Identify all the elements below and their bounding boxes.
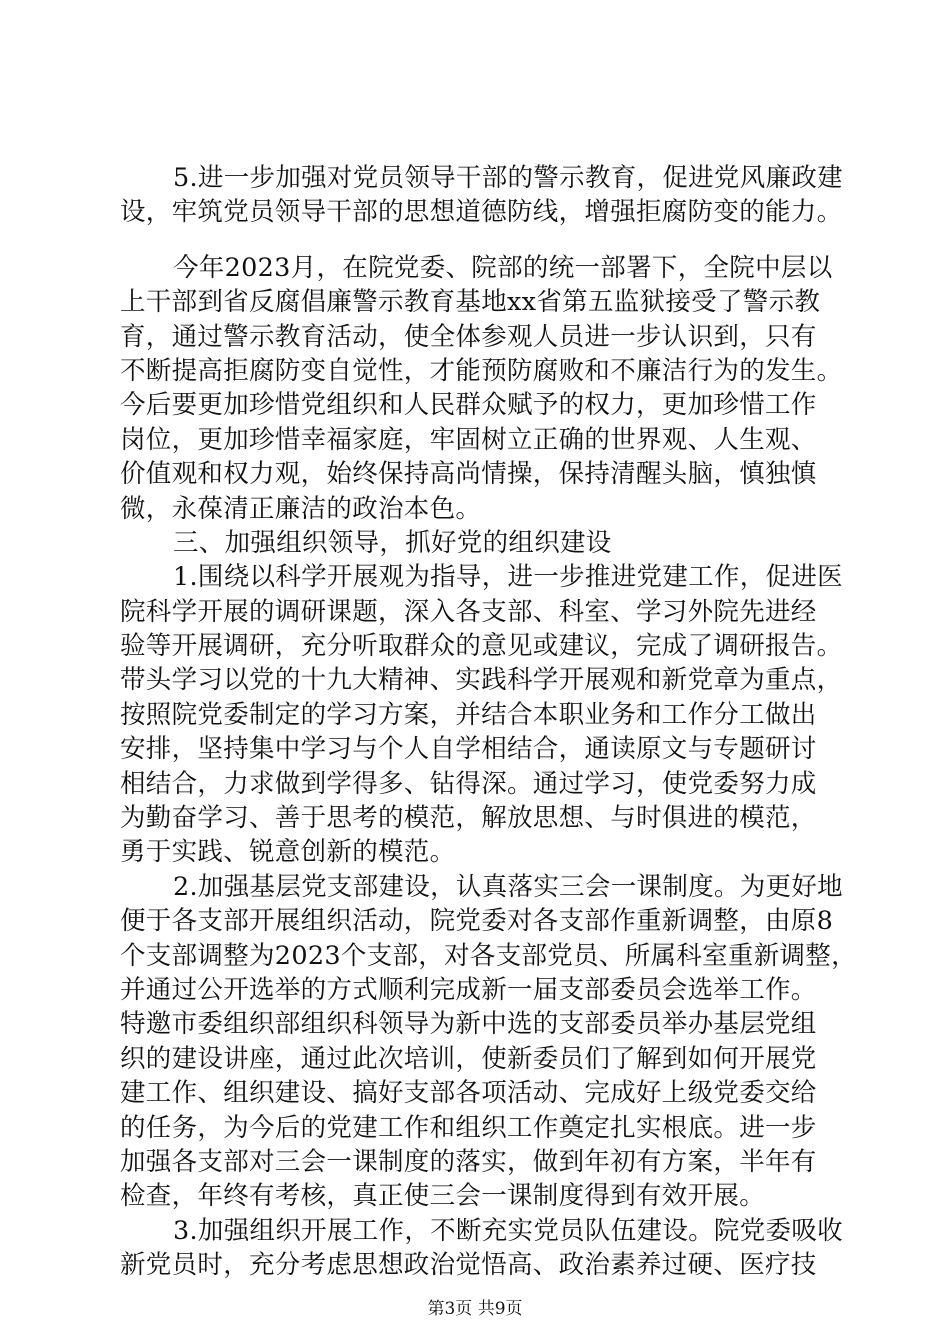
text-line: 今年2023月，在院党委、院部的统一部署下，全院中层以 — [173, 252, 833, 283]
text-line: 检查，年终有考核，真正使三会一课制度得到有效开展。 — [120, 1181, 766, 1212]
page-footer: 第3页 共9页 — [427, 1299, 523, 1319]
text-line: 建工作、组织建设、搞好支部各项活动、完成好上级党委交给 — [120, 1078, 817, 1109]
text-line: 带头学习以党的十九大精神、实践科学开展观和新党章为重点， — [120, 665, 843, 696]
text-line: 便于各支部开展组织活动，院党委对各支部作重新调整，由原8 — [120, 906, 834, 937]
text-line: 不断提高拒腐防变自觉性，才能预防腐败和不廉洁行为的发生。 — [120, 355, 843, 386]
text-line: 院科学开展的调研课题，深入各支部、科室、学习外院先进经 — [120, 596, 817, 627]
text-line: 岗位，更加珍惜幸福家庭，牢固树立正确的世界观、人生观、 — [120, 424, 817, 455]
text-line: 今后要更加珍惜党组织和人民群众赋予的权力，更加珍惜工作 — [120, 390, 817, 421]
text-line: 3.加强组织开展工作，不断充实党员队伍建设。院党委吸收 — [173, 1215, 843, 1246]
text-line: 按照院党委制定的学习方案，并结合本职业务和工作分工做出 — [120, 699, 817, 730]
section-heading: 三、加强组织领导，抓好党的组织建设 — [173, 527, 612, 558]
text-line: 新党员时，充分考虑思想政治觉悟高、政治素养过硬、医疗技 — [120, 1250, 817, 1281]
document-body — [120, 161, 857, 1283]
text-line: 加强各支部对三会一课制度的落实，做到年初有方案，半年有 — [120, 1146, 817, 1177]
text-line: 个支部调整为2023个支部，对各支部党员、所属科室重新调整， — [120, 940, 857, 971]
text-line: 勇于实践、锐意创新的模范。 — [120, 837, 456, 868]
text-line: 的任务，为今后的党建工作和组织工作奠定扎实根底。进一步 — [120, 1112, 817, 1143]
text-line: 1.围绕以科学开展观为指导，进一步推进党建工作，促进医 — [173, 562, 843, 593]
text-line: 织的建设讲座，通过此次培训，使新委员们了解到如何开展党 — [120, 1043, 817, 1074]
text-line: 2.加强基层党支部建设，认真落实三会一课制度。为更好地 — [173, 871, 843, 902]
text-line: 并通过公开选举的方式顺利完成新一届支部委员会选举工作。 — [120, 974, 817, 1005]
text-line: 育，通过警示教育活动，使全体参观人员进一步认识到，只有 — [120, 321, 817, 352]
text-line: 微，永葆清正廉洁的政治本色。 — [120, 493, 482, 524]
text-line: 验等开展调研，充分听取群众的意见或建议，完成了调研报告。 — [120, 631, 843, 662]
text-line: 设，牢筑党员领导干部的思想道德防线，增强拒腐防变的能力。 — [120, 197, 843, 228]
text-line: 上干部到省反腐倡廉警示教育基地xx省第五监狱接受了警示教 — [120, 287, 821, 318]
text-line: 相结合，力求做到学得多、钻得深。通过学习，使党委努力成 — [120, 768, 817, 799]
paragraph-gap — [120, 230, 850, 251]
text-line: 5.进一步加强对党员领导干部的警示教育，促进党风廉政建 — [173, 163, 843, 193]
text-line: 为勤奋学习、善于思考的模范，解放思想、与时俱进的模范， — [120, 803, 817, 834]
text-line: 特邀市委组织部组织科领导为新中选的支部委员举办基层党组 — [120, 1009, 817, 1040]
text-line: 安排，坚持集中学习与个人自学相结合，通读原文与专题研讨 — [120, 734, 817, 765]
text-line: 价值观和权力观，始终保持高尚情操，保持清醒头脑，慎独慎 — [120, 459, 817, 490]
